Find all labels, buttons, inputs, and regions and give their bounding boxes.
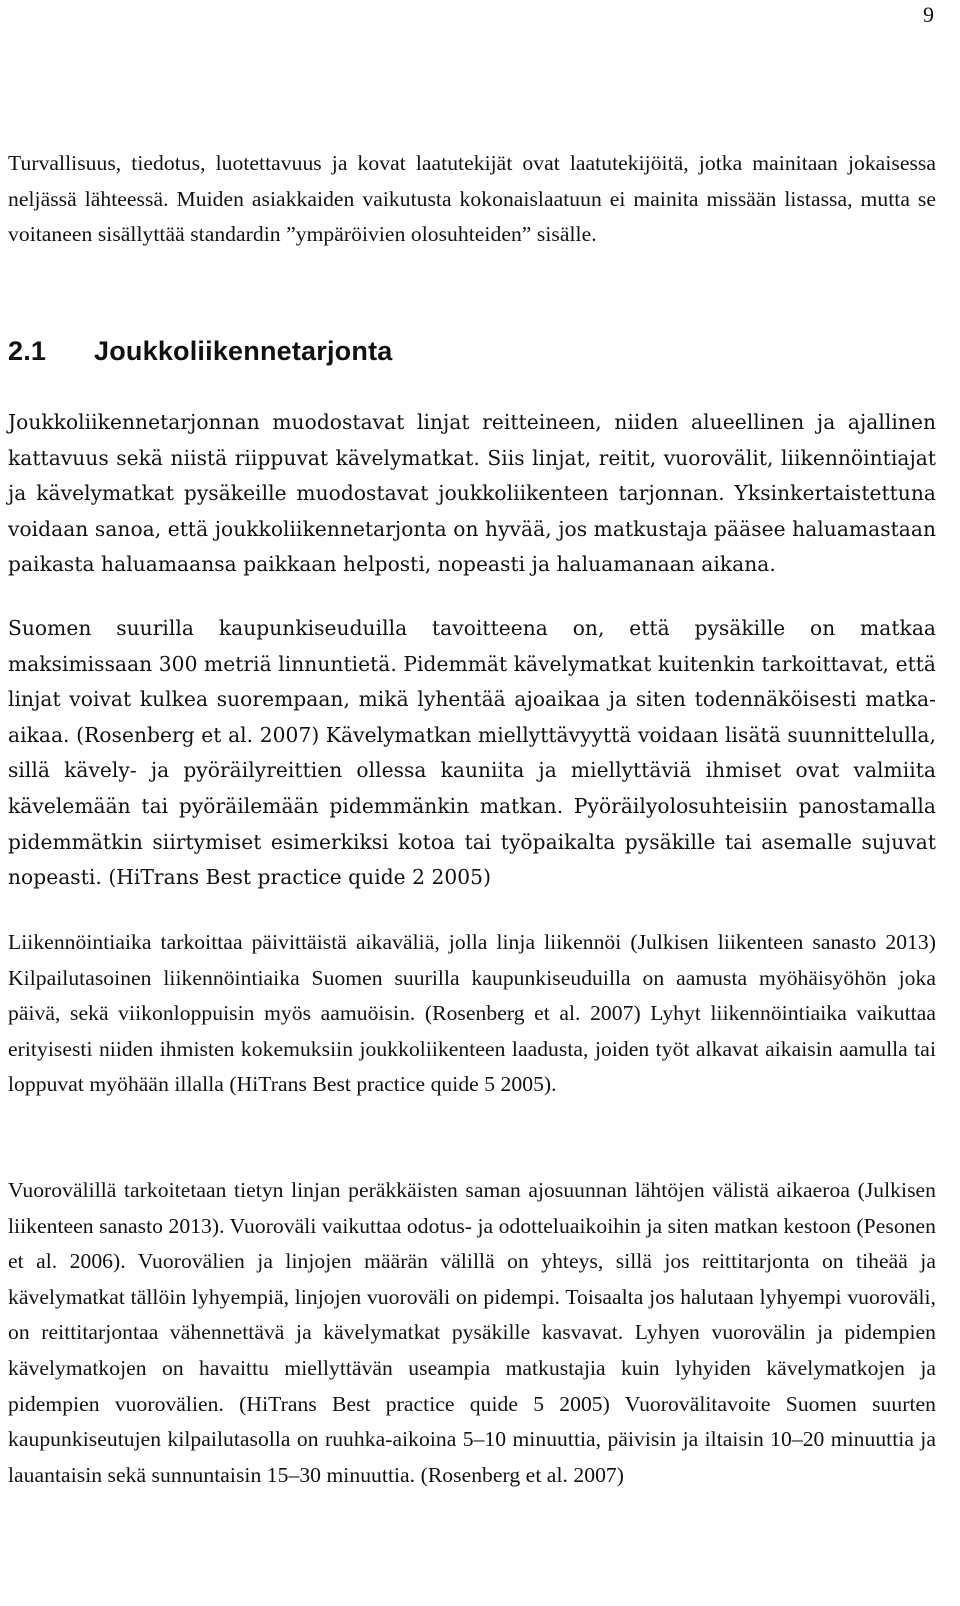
intro-paragraph: Turvallisuus, tiedotus, luotettavuus ja kovat laatutekijät ovat laatutekijöitä, jotka mainitaan jokaisessa neljässä lähteessä. Muiden asiakkaiden vaikutusta kokonaislaatuun ei mainita missään listassa, mutta se voitaneen sisällyttää standardin ”ympäröivien olosuhteiden” sisälle.: [8, 151, 936, 247]
paragraph-liikennointiaika: Liikennöintiaika tarkoittaa päivittäistä aikaväliä, jolla linja liikennöi (Julkisen liikenteen sanasto 2013) Kilpailutasoinen liikennöintiaika Suomen suurilla kaupunkiseuduilla on aamusta myöhäisyöhön joka päivä, sekä viikonloppuisin myös aamuöisin. (Rosenberg et al. 2007) Lyhyt liikennöintiaika vaikuttaa erityisesti niiden ihmisten kokemuksiin joukkoliikenteen laadusta, joiden työt alkavat aikaisin aamulla tai loppuvat myöhään illalla (HiTrans Best practice quide 5 2005).: [8, 930, 936, 1097]
section-number: 2.1: [8, 336, 47, 366]
paragraph-kavelymatkat: Suomen suurilla kaupunkiseuduilla tavoitteena on, että pysäkille on matkaa maksimissaan 300 metriä linnuntietä. Pidemmät kävelymatkat kuitenkin tarkoittavat, että linjat voivat kulkea suorempaan, mikä lyhentää ajoaikaa ja siten todennäköisesti matka-aikaa. (Rosenberg et al. 2007) Kävelymatkan miellyttävyyttä voidaan lisätä suunnittelulla, sillä kävely- ja pyöräilyreittien ollessa kauniita ja miellyttäviä ihmiset ovat valmiita kävelemään tai pyöräilemään pidemmänkin matkan. Pyöräilyolosuhteisiin panostamalla pidemmätkin siirtymiset esimerkiksi kotoa tai työpaikalta pysäkille tai asemalle sujuvat nopeasti. (HiTrans Best practice quide 2 2005): [8, 616, 936, 890]
section-title: Joukkoliikennetarjonta: [94, 336, 393, 366]
section-heading: [8, 336, 392, 367]
paragraph-tarjonta: Joukkoliikennetarjonnan muodostavat linjat reitteineen, niiden alueellinen ja ajallinen kattavuus sekä niistä riippuvat kävelymatkat. Siis linjat, reitit, vuorovälit, liikennöintiajat ja kävelymatkat pysäkeille muodostavat joukkoliikenteen tarjonnan. Yksinkertaistettuna voidaan sanoa, että joukkoliikennetarjonta on hyvää, jos matkustaja pääsee haluamastaan paikasta haluamaansa paikkaan helposti, nopeasti ja haluamanaan aikana.: [8, 410, 936, 577]
page-number: 9: [923, 2, 934, 27]
paragraph-vuorovali: Vuorovälillä tarkoitetaan tietyn linjan peräkkäisten saman ajosuunnan lähtöjen välistä aikaeroa (Julkisen liikenteen sanasto 2013). Vuoroväli vaikuttaa odotus- ja odotteluaikoihin ja siten matkan kestoon (Pesonen et al. 2006). Vuorovälien ja linjojen määrän välillä on yhteys, sillä jos reittitarjonta on tiheää ja kävelymatkat tällöin lyhyempiä, linjojen vuoroväli on pidempi. Toisaalta jos halutaan lyhyempi vuoroväli, on reittitarjontaa vähennettävä ja kävelymatkat pysäkille kasvavat. Lyhyen vuorovälin ja pidempien kävelymatkojen on havaittu miellyttävän useampia matkustajia kuin lyhyiden kävelymatkojen ja pidempien vuorovälien. (HiTrans Best practice quide 5 2005) Vuorovälitavoite Suomen suurten kaupunkiseutujen kilpailutasolla on ruuhka-aikoina 5–10 minuuttia, päivisin ja iltaisin 10–20 minuuttia ja lauantaisin sekä sunnuntaisin 15–30 minuuttia. (Rosenberg et al. 2007): [8, 1178, 936, 1487]
